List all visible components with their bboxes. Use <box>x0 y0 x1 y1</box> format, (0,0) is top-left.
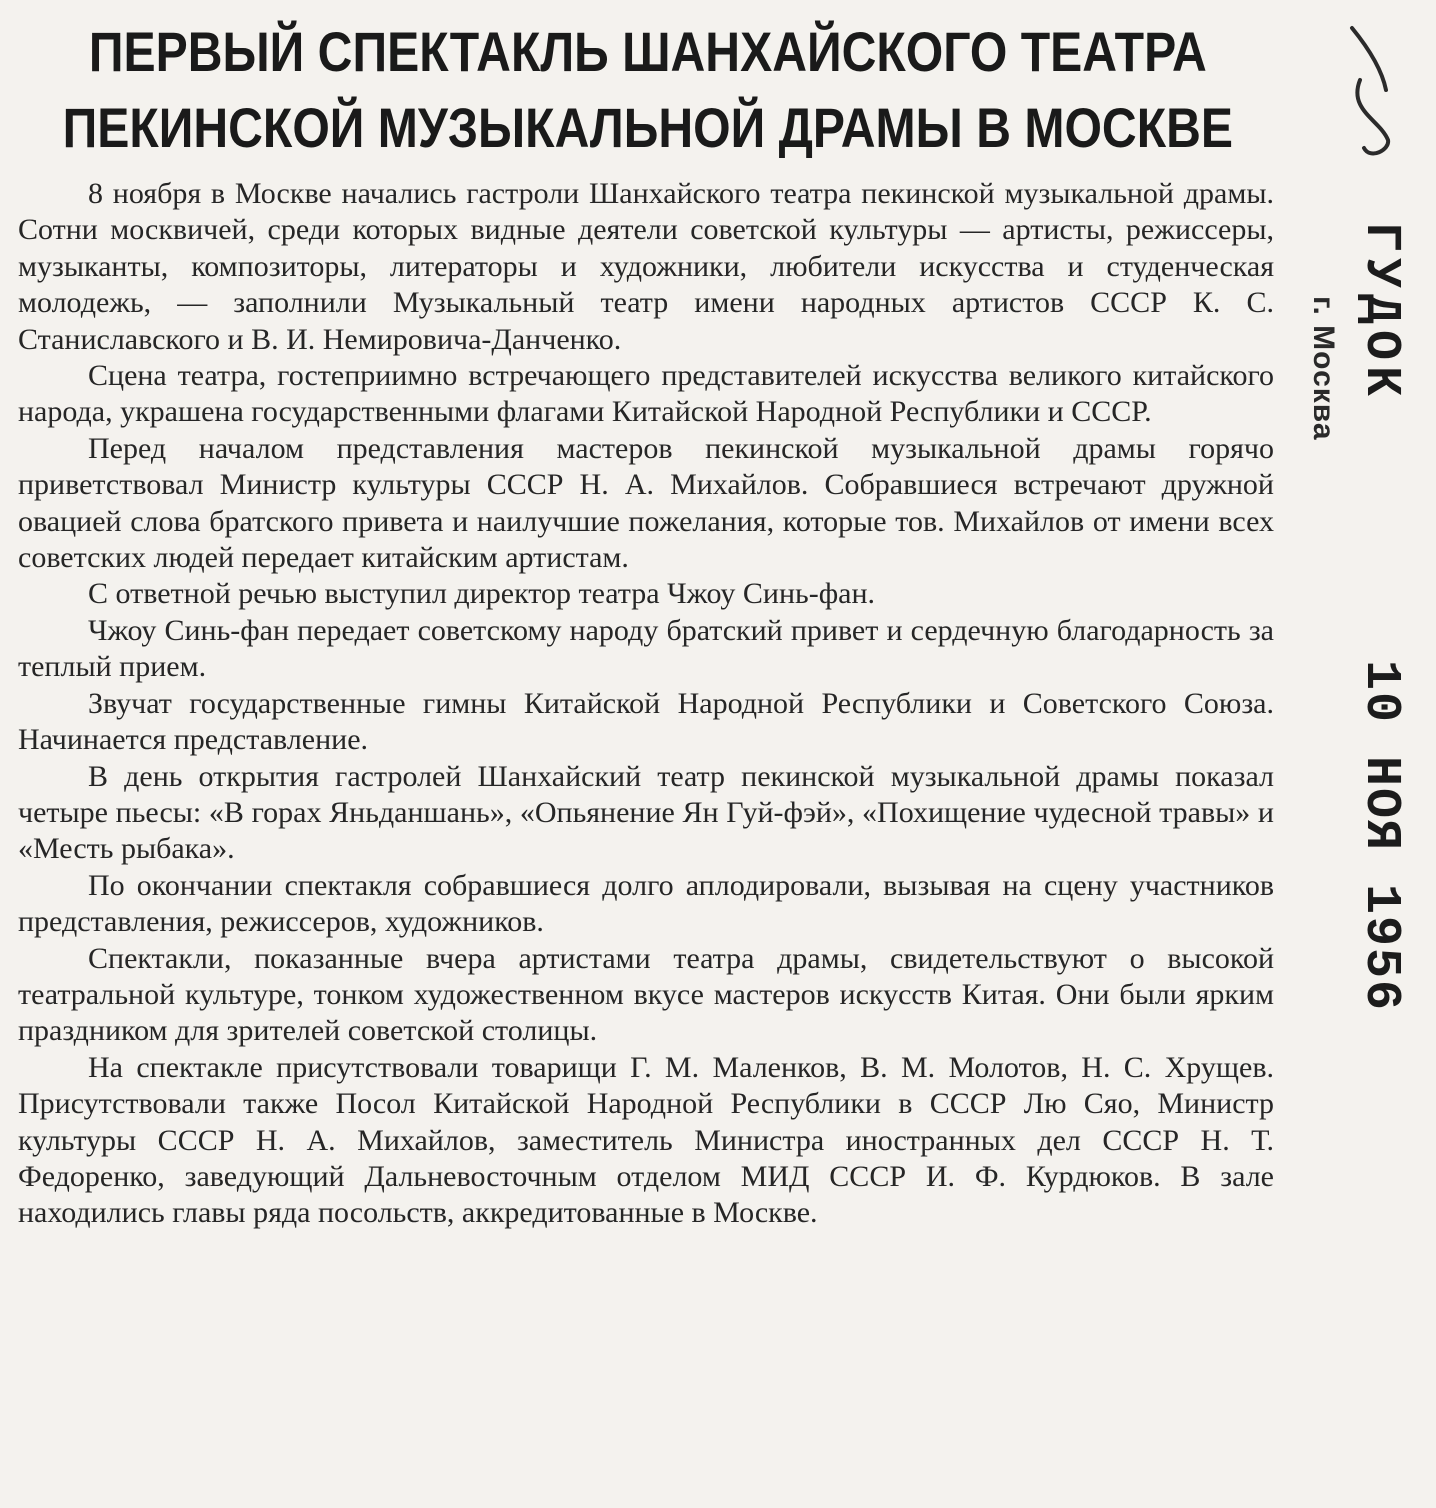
article-headline <box>14 14 1282 166</box>
article-paragraph: По окончании спектакля собравшиеся долго аплодировали, вызывая на сцену участников представления, режиссеров, художников. <box>18 868 1274 939</box>
article-paragraph: Чжоу Синь-фан передает советскому народу братский привет и сердечную благодарность за теплый прием. <box>18 613 1274 684</box>
headline-line-1: ПЕРВЫЙ СПЕКТАКЛЬ ШАНХАЙСКОГО ТЕАТРА <box>88 20 1207 83</box>
article-paragraph: 8 ноября в Москве начались гастроли Шанхайского театра пекинской музыкальной драмы. Сотни москвичей, среди которых видные деятели советской культуры — артисты, режиссеры, музыканты, композиторы, литераторы и художники, любители искусства и студенческая молодежь, — заполнили Музыкальный театр имени народных артистов СССР К. С. Станиславского и В. И. Немировича-Данченко. <box>18 177 1274 356</box>
article-paragraph: С ответной речью выступил директор театра Чжоу Синь-фан. <box>88 577 876 611</box>
stamp-city: г. Москва <box>1307 296 1340 441</box>
stamp-newspaper-name: ГУДОК <box>1352 222 1409 403</box>
stamp-date: 10 НОЯ 1956 <box>1352 660 1409 1013</box>
article-body <box>18 176 1274 1232</box>
article-paragraph: Спектакли, показанные вчера артистами театра драмы, свидетельствуют о высокой театральной культуре, тонком художественном вкусе мастеров искусств Китая. Они были ярким праздником для зрителей советской столицы. <box>18 941 1274 1048</box>
handwritten-mark <box>1330 20 1410 160</box>
article-paragraph: На спектакле присутствовали товарищи Г. М. Маленков, В. М. Молотов, Н. С. Хрущев. Присутствовали также Посол Китайской Народной Республики в СССР Лю Сяо, Министр культуры СССР Н. А. Михайлов, заместитель Министра иностранных дел СССР Н. Т. Федоренко, заведующий Дальневосточным отделом МИД СССР И. Ф. Курдюков. В зале находились главы ряда посольств, аккредитованные в Москве. <box>18 1050 1274 1230</box>
headline-line-2: ПЕКИНСКОЙ МУЗЫКАЛЬНОЙ ДРАМЫ В МОСКВЕ <box>62 96 1234 159</box>
article-paragraph: Сцена театра, гостеприимно встречающего представителей искусства великого китайского народа, украшена государственными флагами Китайской Народной Республики и СССР. <box>18 359 1274 429</box>
article-paragraph: В день открытия гастролей Шанхайский театр пекинской музыкальной драмы показал четыре пьесы: «В горах Яньданшань», «Опьянение Ян Гуй-фэй», «Похищение чудесной травы» и «Месть рыбака». <box>18 759 1274 866</box>
article-paragraph: Перед началом представления мастеров пекинской музыкальной драмы горячо приветствовал Министр культуры СССР Н. А. Михайлов. Собравшиеся встречают дружной овацией слова братского привета и наилучшие пожелания, которые тов. Михайлов от имени всех советских людей передает китайским артистам. <box>18 431 1274 575</box>
article-paragraph: Звучат государственные гимны Китайской Народной Республики и Советского Союза. Начинается представление. <box>18 686 1274 757</box>
